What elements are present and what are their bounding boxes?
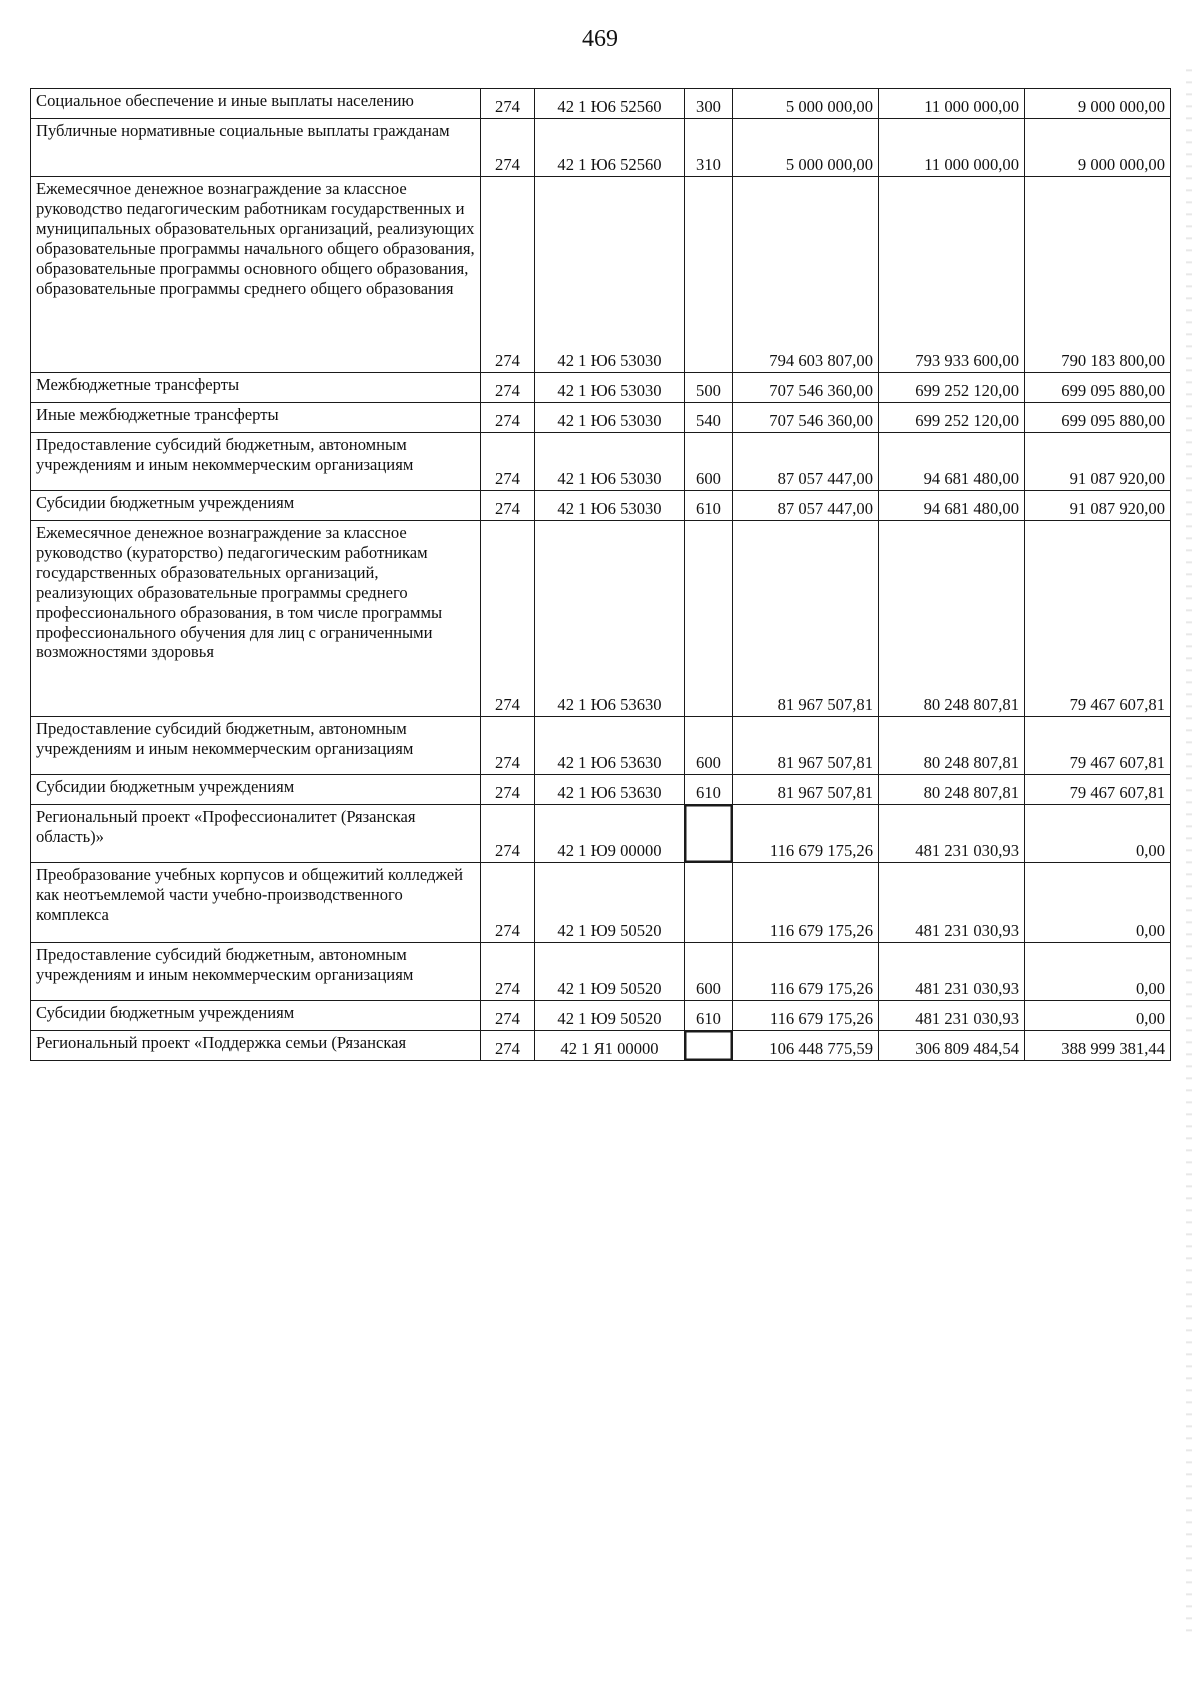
expense-type-code: [685, 177, 733, 373]
expense-type-code: 610: [685, 775, 733, 805]
amount-year-1: 707 546 360,00: [733, 403, 879, 433]
amount-year-1: 81 967 507,81: [733, 717, 879, 775]
department-code: 274: [481, 119, 535, 177]
row-name: Межбюджетные трансферты: [31, 373, 481, 403]
amount-year-3: 91 087 920,00: [1025, 433, 1171, 491]
amount-year-2: 699 252 120,00: [879, 373, 1025, 403]
row-name: Субсидии бюджетным учреждениям: [31, 775, 481, 805]
row-name: Предоставление субсидий бюджетным, автономным учреждениям и иным некоммерческим организациям: [31, 943, 481, 1001]
amount-year-2: 80 248 807,81: [879, 775, 1025, 805]
amount-year-1: 87 057 447,00: [733, 433, 879, 491]
department-code: 274: [481, 373, 535, 403]
amount-year-1: 106 448 775,59: [733, 1031, 879, 1061]
table-row: [31, 1031, 1171, 1061]
amount-year-2: 793 933 600,00: [879, 177, 1025, 373]
row-name: Региональный проект «Поддержка семьи (Рязанская: [31, 1031, 481, 1061]
department-code: 274: [481, 89, 535, 119]
amount-year-1: 707 546 360,00: [733, 373, 879, 403]
amount-year-3: 79 467 607,81: [1025, 775, 1171, 805]
amount-year-2: 481 231 030,93: [879, 943, 1025, 1001]
amount-year-2: 80 248 807,81: [879, 521, 1025, 717]
amount-year-3: 699 095 880,00: [1025, 373, 1171, 403]
amount-year-1: 81 967 507,81: [733, 521, 879, 717]
expense-type-code: 300: [685, 89, 733, 119]
expense-type-code: [685, 1031, 733, 1061]
target-article-code: 42 1 Ю6 53030: [535, 491, 685, 521]
amount-year-3: 9 000 000,00: [1025, 119, 1171, 177]
row-name: Субсидии бюджетным учреждениям: [31, 1001, 481, 1031]
amount-year-1: 116 679 175,26: [733, 863, 879, 943]
target-article-code: 42 1 Ю6 53030: [535, 403, 685, 433]
amount-year-3: 0,00: [1025, 943, 1171, 1001]
amount-year-2: 481 231 030,93: [879, 805, 1025, 863]
expense-type-code: 600: [685, 717, 733, 775]
budget-table: [30, 88, 1171, 1061]
target-article-code: 42 1 Ю9 50520: [535, 863, 685, 943]
amount-year-2: 80 248 807,81: [879, 717, 1025, 775]
expense-type-code: [685, 863, 733, 943]
amount-year-3: 79 467 607,81: [1025, 521, 1171, 717]
table-row: [31, 403, 1171, 433]
amount-year-3: 9 000 000,00: [1025, 89, 1171, 119]
table-row: [31, 805, 1171, 863]
department-code: 274: [481, 403, 535, 433]
target-article-code: 42 1 Ю6 53030: [535, 373, 685, 403]
department-code: 274: [481, 775, 535, 805]
expense-type-code: 600: [685, 433, 733, 491]
department-code: 274: [481, 943, 535, 1001]
table-row: [31, 89, 1171, 119]
target-article-code: 42 1 Ю6 53630: [535, 717, 685, 775]
amount-year-3: 790 183 800,00: [1025, 177, 1171, 373]
table-row: [31, 943, 1171, 1001]
row-name: Иные межбюджетные трансферты: [31, 403, 481, 433]
table-row: [31, 119, 1171, 177]
scan-edge-artifact: [1186, 60, 1192, 1640]
row-name: Публичные нормативные социальные выплаты гражданам: [31, 119, 481, 177]
expense-type-code: 600: [685, 943, 733, 1001]
amount-year-1: 87 057 447,00: [733, 491, 879, 521]
table-row: [31, 373, 1171, 403]
target-article-code: 42 1 Ю6 53630: [535, 521, 685, 717]
amount-year-2: 481 231 030,93: [879, 863, 1025, 943]
table-row: [31, 177, 1171, 373]
target-article-code: 42 1 Ю6 52560: [535, 119, 685, 177]
row-name: Предоставление субсидий бюджетным, автономным учреждениям и иным некоммерческим организациям: [31, 717, 481, 775]
target-article-code: 42 1 Ю6 53030: [535, 433, 685, 491]
expense-type-code: 500: [685, 373, 733, 403]
department-code: 274: [481, 433, 535, 491]
amount-year-3: 388 999 381,44: [1025, 1031, 1171, 1061]
amount-year-2: 481 231 030,93: [879, 1001, 1025, 1031]
table-row: [31, 717, 1171, 775]
target-article-code: 42 1 Ю6 53630: [535, 775, 685, 805]
amount-year-3: 699 095 880,00: [1025, 403, 1171, 433]
target-article-code: 42 1 Ю6 52560: [535, 89, 685, 119]
amount-year-2: 11 000 000,00: [879, 119, 1025, 177]
amount-year-3: 0,00: [1025, 805, 1171, 863]
row-name: Ежемесячное денежное вознаграждение за классное руководство (кураторство) педагогическим работникам государственных образовательных организаций, реализующих образовательные программы среднего профессионального образования, в том числе программы профессионального обучения для лиц с ограниченными возможностями здоровья: [31, 521, 481, 717]
amount-year-1: 794 603 807,00: [733, 177, 879, 373]
department-code: 274: [481, 491, 535, 521]
amount-year-3: 0,00: [1025, 863, 1171, 943]
row-name: Субсидии бюджетным учреждениям: [31, 491, 481, 521]
expense-type-code: 540: [685, 403, 733, 433]
department-code: 274: [481, 1001, 535, 1031]
row-name: Предоставление субсидий бюджетным, автономным учреждениям и иным некоммерческим организациям: [31, 433, 481, 491]
target-article-code: 42 1 Ю9 00000: [535, 805, 685, 863]
amount-year-2: 94 681 480,00: [879, 491, 1025, 521]
target-article-code: 42 1 Ю9 50520: [535, 943, 685, 1001]
department-code: 274: [481, 717, 535, 775]
expense-type-code: [685, 521, 733, 717]
table-row: [31, 775, 1171, 805]
expense-type-code: [685, 805, 733, 863]
table-row: [31, 433, 1171, 491]
department-code: 274: [481, 863, 535, 943]
expense-type-code: 610: [685, 1001, 733, 1031]
amount-year-2: 94 681 480,00: [879, 433, 1025, 491]
amount-year-1: 116 679 175,26: [733, 805, 879, 863]
amount-year-1: 116 679 175,26: [733, 1001, 879, 1031]
row-name: Региональный проект «Профессионалитет (Рязанская область)»: [31, 805, 481, 863]
row-name: Преобразование учебных корпусов и общежитий колледжей как неотъемлемой части учебно-производственного комплекса: [31, 863, 481, 943]
amount-year-3: 91 087 920,00: [1025, 491, 1171, 521]
amount-year-3: 0,00: [1025, 1001, 1171, 1031]
expense-type-code: 610: [685, 491, 733, 521]
table-row: [31, 491, 1171, 521]
department-code: 274: [481, 1031, 535, 1061]
amount-year-2: 699 252 120,00: [879, 403, 1025, 433]
table-row: [31, 863, 1171, 943]
target-article-code: 42 1 Ю6 53030: [535, 177, 685, 373]
target-article-code: 42 1 Ю9 50520: [535, 1001, 685, 1031]
table-row: [31, 1001, 1171, 1031]
amount-year-1: 81 967 507,81: [733, 775, 879, 805]
amount-year-1: 5 000 000,00: [733, 89, 879, 119]
department-code: 274: [481, 805, 535, 863]
amount-year-2: 11 000 000,00: [879, 89, 1025, 119]
amount-year-1: 5 000 000,00: [733, 119, 879, 177]
department-code: 274: [481, 177, 535, 373]
expense-type-code: 310: [685, 119, 733, 177]
table-row: [31, 521, 1171, 717]
department-code: 274: [481, 521, 535, 717]
target-article-code: 42 1 Я1 00000: [535, 1031, 685, 1061]
amount-year-2: 306 809 484,54: [879, 1031, 1025, 1061]
page-number: 469: [582, 26, 618, 52]
row-name: Ежемесячное денежное вознаграждение за классное руководство педагогическим работникам государственных и муниципальных образовательных организаций, реализующих образовательные программы начального общего образования, образовательные программы основного общего образования, образовательные программы среднего общего образования: [31, 177, 481, 373]
amount-year-3: 79 467 607,81: [1025, 717, 1171, 775]
amount-year-1: 116 679 175,26: [733, 943, 879, 1001]
row-name: Социальное обеспечение и иные выплаты населению: [31, 89, 481, 119]
